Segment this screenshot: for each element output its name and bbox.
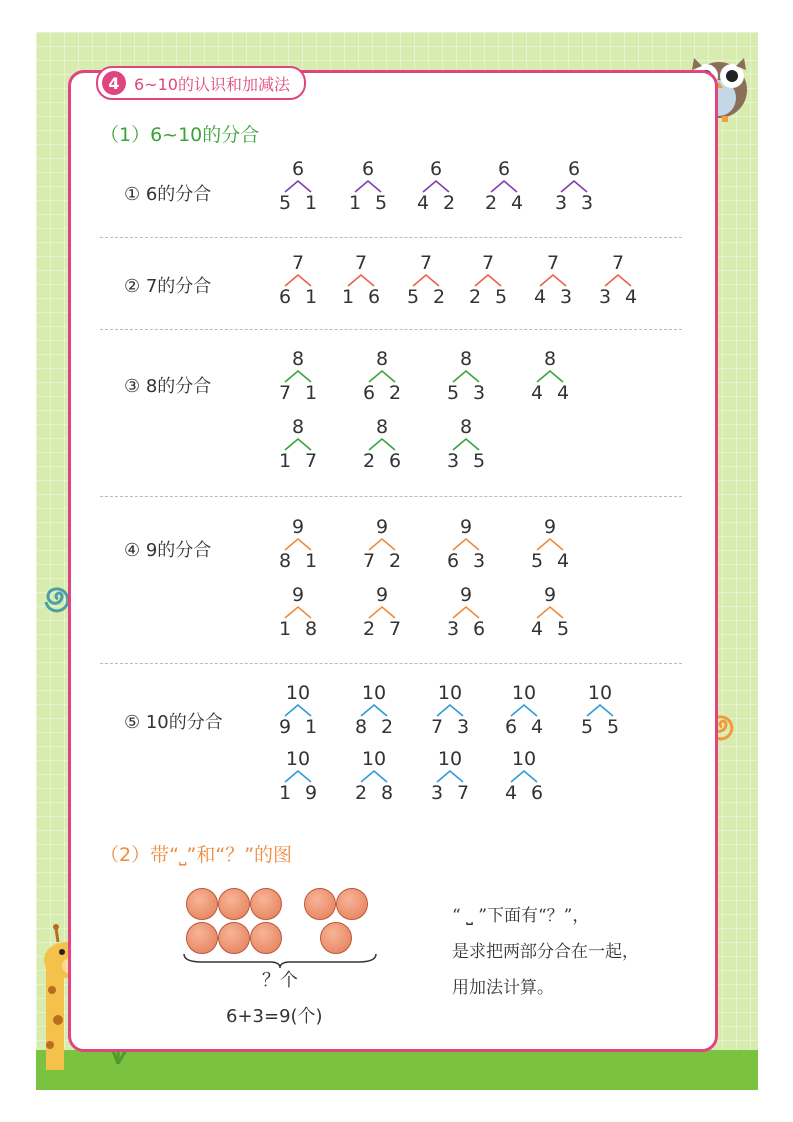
bond-part-right: 3 — [559, 286, 573, 308]
bond-lines — [341, 273, 381, 287]
bond-lines — [430, 703, 470, 717]
bond-part-left: 2 — [468, 286, 482, 308]
bond-part-right: 3 — [472, 382, 486, 404]
number-bond — [278, 682, 318, 742]
bond-part-left: 1 — [341, 286, 355, 308]
number-bond — [354, 748, 394, 808]
bond-whole: 7 — [546, 252, 560, 274]
bond-part-right: 9 — [304, 782, 318, 804]
number-bond — [530, 584, 570, 644]
bond-lines — [446, 437, 486, 451]
bond-part-right: 3 — [580, 192, 594, 214]
number-bond — [554, 158, 594, 218]
bond-lines — [362, 605, 402, 619]
row-label-9: ④ 9的分合 — [124, 540, 212, 561]
bond-whole: 10 — [361, 682, 387, 704]
bond-part-left: 6 — [362, 382, 376, 404]
number-bond — [278, 748, 318, 808]
bond-part-left: 3 — [430, 782, 444, 804]
bond-whole: 10 — [437, 748, 463, 770]
bond-part-right: 4 — [556, 382, 570, 404]
bond-lines — [530, 605, 570, 619]
bond-part-right: 4 — [530, 716, 544, 738]
bond-lines — [278, 605, 318, 619]
number-bond — [530, 348, 570, 408]
bond-lines — [278, 703, 318, 717]
bond-part-right: 5 — [374, 192, 388, 214]
bond-lines — [446, 369, 486, 383]
bond-whole: 7 — [354, 252, 368, 274]
bond-whole: 6 — [429, 158, 443, 180]
divider — [100, 329, 682, 330]
number-bond — [362, 416, 402, 476]
bond-part-right: 1 — [304, 382, 318, 404]
bond-lines — [598, 273, 638, 287]
row-label-7: ② 7的分合 — [124, 276, 212, 297]
bond-whole: 10 — [361, 748, 387, 770]
bond-part-right: 1 — [304, 550, 318, 572]
ball — [250, 888, 282, 920]
bond-lines — [504, 703, 544, 717]
bond-whole: 6 — [497, 158, 511, 180]
bond-whole: 8 — [543, 348, 557, 370]
number-bond — [430, 748, 470, 808]
bond-whole: 10 — [285, 682, 311, 704]
bond-lines — [406, 273, 446, 287]
bond-whole: 10 — [511, 682, 537, 704]
bond-lines — [530, 369, 570, 383]
bond-part-left: 1 — [278, 618, 292, 640]
bond-part-left: 5 — [446, 382, 460, 404]
bond-whole: 10 — [285, 748, 311, 770]
bond-part-right: 2 — [380, 716, 394, 738]
bond-part-left: 6 — [278, 286, 292, 308]
bond-part-right: 5 — [472, 450, 486, 472]
bond-part-left: 1 — [278, 450, 292, 472]
number-bond — [504, 748, 544, 808]
bond-whole: 8 — [291, 416, 305, 438]
bond-part-right: 5 — [494, 286, 508, 308]
bond-whole: 9 — [291, 584, 305, 606]
bond-whole: 9 — [375, 584, 389, 606]
bond-whole: 10 — [587, 682, 613, 704]
bond-lines — [278, 369, 318, 383]
number-bond — [406, 252, 446, 312]
number-bond — [354, 682, 394, 742]
bond-part-left: 9 — [278, 716, 292, 738]
bond-part-right: 8 — [380, 782, 394, 804]
bond-lines — [554, 179, 594, 193]
bond-part-left: 6 — [446, 550, 460, 572]
bond-part-left: 8 — [278, 550, 292, 572]
bond-part-right: 7 — [304, 450, 318, 472]
bond-part-right: 5 — [556, 618, 570, 640]
bond-part-left: 5 — [580, 716, 594, 738]
lesson-title: 6~10的认识和加减法 — [134, 74, 290, 94]
bond-whole: 8 — [375, 416, 389, 438]
bond-part-left: 2 — [362, 618, 376, 640]
bond-part-left: 4 — [504, 782, 518, 804]
bond-whole: 7 — [481, 252, 495, 274]
bond-whole: 8 — [291, 348, 305, 370]
number-bond — [341, 252, 381, 312]
bond-part-left: 7 — [430, 716, 444, 738]
bond-part-left: 2 — [362, 450, 376, 472]
bond-part-left: 5 — [530, 550, 544, 572]
bond-whole: 7 — [291, 252, 305, 274]
bond-whole: 9 — [291, 516, 305, 538]
ball — [304, 888, 336, 920]
bond-part-left: 5 — [406, 286, 420, 308]
bond-whole: 9 — [459, 584, 473, 606]
bond-part-left: 4 — [533, 286, 547, 308]
bond-part-left: 2 — [354, 782, 368, 804]
number-bond — [598, 252, 638, 312]
bond-lines — [530, 537, 570, 551]
bond-part-left: 1 — [278, 782, 292, 804]
bond-lines — [278, 437, 318, 451]
bond-part-right: 7 — [456, 782, 470, 804]
row-label-8: ③ 8的分合 — [124, 376, 212, 397]
bond-part-left: 5 — [278, 192, 292, 214]
number-bond — [530, 516, 570, 576]
divider — [100, 663, 682, 664]
ball — [336, 888, 368, 920]
number-bond — [446, 416, 486, 476]
bond-part-left: 3 — [598, 286, 612, 308]
number-bond — [468, 252, 508, 312]
bond-lines — [278, 179, 318, 193]
number-bond — [362, 348, 402, 408]
bond-part-left: 3 — [554, 192, 568, 214]
bond-part-right: 3 — [472, 550, 486, 572]
bond-lines — [278, 537, 318, 551]
bond-lines — [446, 537, 486, 551]
bond-lines — [468, 273, 508, 287]
number-bond — [278, 158, 318, 218]
bond-part-left: 4 — [416, 192, 430, 214]
bond-lines — [348, 179, 388, 193]
number-bond — [504, 682, 544, 742]
bond-part-right: 2 — [388, 382, 402, 404]
divider — [100, 496, 682, 497]
bond-part-right: 5 — [606, 716, 620, 738]
bond-whole: 7 — [611, 252, 625, 274]
equation: 6+3=9(个) — [226, 1006, 323, 1027]
bond-whole: 10 — [437, 682, 463, 704]
number-bond — [278, 252, 318, 312]
bond-part-right: 3 — [456, 716, 470, 738]
bond-lines — [533, 273, 573, 287]
row-label-10: ⑤ 10的分合 — [124, 712, 223, 733]
bond-part-right: 2 — [432, 286, 446, 308]
bond-whole: 6 — [567, 158, 581, 180]
ball — [218, 888, 250, 920]
ball — [250, 922, 282, 954]
bond-whole: 9 — [543, 516, 557, 538]
bond-whole: 9 — [375, 516, 389, 538]
bond-whole: 10 — [511, 748, 537, 770]
number-bond — [446, 584, 486, 644]
bond-part-left: 4 — [530, 618, 544, 640]
bond-part-right: 6 — [530, 782, 544, 804]
bond-part-left: 4 — [530, 382, 544, 404]
bond-lines — [504, 769, 544, 783]
note-line: 是求把两部分合在一起， — [452, 942, 639, 962]
bond-part-left: 6 — [504, 716, 518, 738]
bond-part-left: 3 — [446, 450, 460, 472]
bond-part-right: 8 — [304, 618, 318, 640]
bond-lines — [416, 179, 456, 193]
bond-part-right: 6 — [367, 286, 381, 308]
bond-part-left: 7 — [362, 550, 376, 572]
row-label-6: ① 6的分合 — [124, 184, 212, 205]
ball — [186, 922, 218, 954]
note-line: 用加法计算。 — [452, 978, 554, 998]
bond-part-right: 4 — [624, 286, 638, 308]
bond-lines — [362, 369, 402, 383]
number-bond — [348, 158, 388, 218]
number-bond — [533, 252, 573, 312]
explanation-note — [452, 898, 639, 1006]
bond-lines — [362, 437, 402, 451]
bond-whole: 8 — [459, 416, 473, 438]
ball — [186, 888, 218, 920]
number-bond — [446, 516, 486, 576]
bond-lines — [362, 537, 402, 551]
number-bond — [580, 682, 620, 742]
bond-part-right: 7 — [388, 618, 402, 640]
bond-part-left: 2 — [484, 192, 498, 214]
lesson-number-badge: 4 — [102, 71, 126, 95]
bond-part-left: 1 — [348, 192, 362, 214]
bond-lines — [580, 703, 620, 717]
number-bond — [430, 682, 470, 742]
bond-lines — [278, 273, 318, 287]
bond-part-left: 8 — [354, 716, 368, 738]
number-bond — [278, 416, 318, 476]
bond-whole: 9 — [459, 516, 473, 538]
divider — [100, 237, 682, 238]
bond-part-left: 7 — [278, 382, 292, 404]
bond-whole: 6 — [291, 158, 305, 180]
bond-lines — [446, 605, 486, 619]
bond-part-right: 6 — [472, 618, 486, 640]
bond-lines — [354, 769, 394, 783]
bond-part-right: 2 — [442, 192, 456, 214]
bond-lines — [484, 179, 524, 193]
ball — [320, 922, 352, 954]
lesson-header — [96, 66, 306, 100]
number-bond — [278, 516, 318, 576]
number-bond — [278, 584, 318, 644]
bond-part-right: 1 — [304, 286, 318, 308]
bond-part-right: 2 — [388, 550, 402, 572]
bond-part-right: 4 — [510, 192, 524, 214]
bond-part-right: 6 — [388, 450, 402, 472]
number-bond — [362, 584, 402, 644]
ball — [218, 922, 250, 954]
bond-part-right: 1 — [304, 716, 318, 738]
bond-whole: 8 — [459, 348, 473, 370]
number-bond — [416, 158, 456, 218]
number-bond — [446, 348, 486, 408]
question-label: ？个 — [262, 970, 298, 991]
section2-title: （2）带“⎵”和“？”的图 — [100, 844, 293, 866]
bond-lines — [278, 769, 318, 783]
number-bond — [278, 348, 318, 408]
number-bond — [484, 158, 524, 218]
bond-part-right: 1 — [304, 192, 318, 214]
bond-lines — [430, 769, 470, 783]
bond-part-left: 3 — [446, 618, 460, 640]
number-bond — [362, 516, 402, 576]
note-line: “ ⎵ ”下面有“？”， — [452, 906, 590, 926]
bond-lines — [354, 703, 394, 717]
bond-whole: 8 — [375, 348, 389, 370]
section1-title: （1）6~10的分合 — [100, 124, 260, 146]
bond-whole: 7 — [419, 252, 433, 274]
bond-whole: 9 — [543, 584, 557, 606]
bond-whole: 6 — [361, 158, 375, 180]
bond-part-right: 4 — [556, 550, 570, 572]
